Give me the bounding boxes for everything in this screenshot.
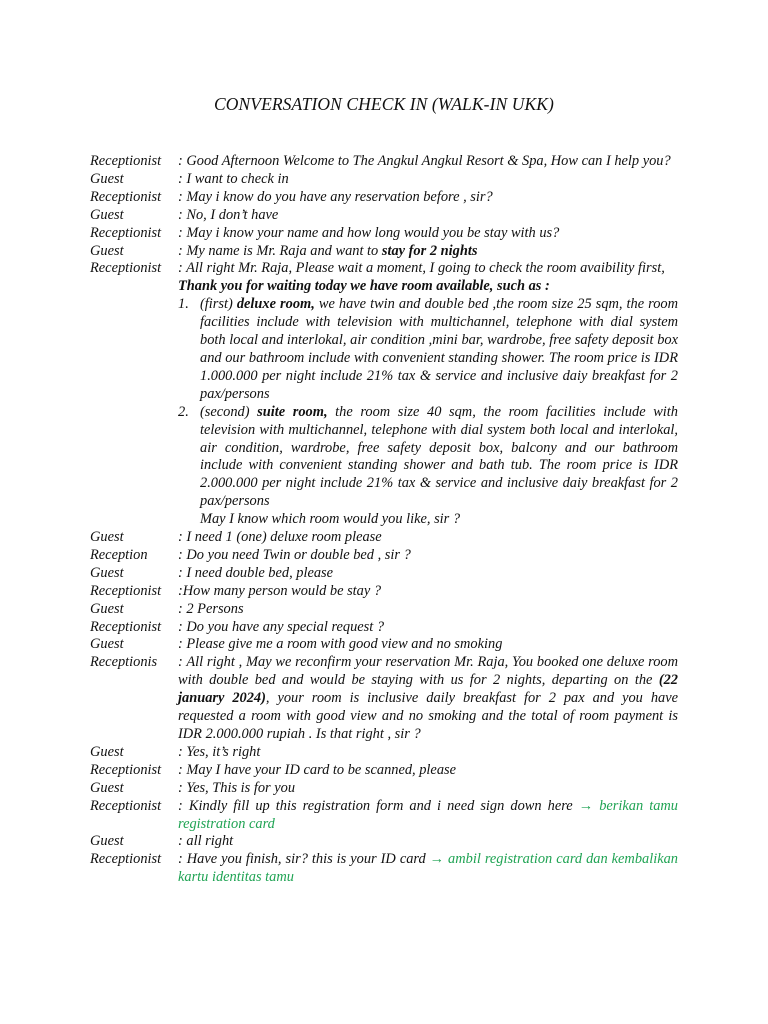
- dialog-line: [90, 619, 678, 637]
- dialog-line: [90, 744, 678, 762]
- room-option-description: the room size 40 sqm, the room facilities include with television with multichannel, telephone with dial system both local and interlokal, air condition, wardrobe, free safety deposit box, balcony and our bathroom include with convenient standing shower and bath tub. The room price is IDR 2.000.000 per night include 21% tax & service and inclusive daiy breakfast for 2 pax/persons: [200, 403, 678, 510]
- speaker-label: Receptionist: [90, 851, 162, 868]
- dialog-text: [178, 243, 678, 261]
- room-question: May I know which room would you like, sir ?: [200, 511, 461, 528]
- room-option-item: [178, 296, 678, 403]
- speaker-label: Receptionist: [90, 582, 162, 599]
- room-options-list: [178, 296, 678, 511]
- dialog-line: [90, 547, 678, 565]
- dialog-line: [90, 654, 678, 744]
- room-options-heading: Thank you for waiting today we have room available, such as :: [178, 278, 550, 295]
- speaker-label: Guest: [90, 833, 124, 850]
- dialog-text: [178, 654, 678, 744]
- dialog-text: : Please give me a room with good view and no smoking: [178, 636, 503, 653]
- dialog-text: [178, 798, 678, 834]
- dialog-text: : all right: [178, 833, 234, 850]
- arrow-right-icon: →: [429, 851, 445, 868]
- dialog-line: [90, 260, 678, 278]
- list-number: 1.: [178, 296, 189, 313]
- speaker-label: Receptionist: [90, 224, 162, 241]
- room-option-text: [200, 404, 678, 511]
- speaker-label: Receptionist: [90, 260, 162, 277]
- speaker-label: Receptionist: [90, 618, 162, 635]
- dialog-line: [90, 762, 678, 780]
- instruction-note: berikan tamu registration card: [178, 797, 679, 832]
- dialog-text-part: , your room is inclusive daily breakfast for 2 pax and you have requested a room with good view and no smoking and the total of room payment is IDR 2.000.000 rupiah . Is that right , sir ?: [178, 690, 678, 742]
- room-option-description: we have twin and double bed ,the room size 25 sqm, the room facilities include with television with multichannel, telephone with dial system both local and interlokal, air condition ,mini bar, wardrobe, free safety deposit box and our bathroom include with convenient standing shower. The room price is IDR 1.000.000 per night include 21% tax & service and inclusive daiy breakfast for 2 pax/persons: [200, 296, 679, 402]
- dialog-text-part: : All right , May we reconfirm your reservation Mr. Raja, You booked one deluxe room with double bed and would be staying with us for 2 nights, departing on the: [178, 654, 678, 689]
- dialog-line: [90, 583, 678, 601]
- dialog-line: [90, 529, 678, 547]
- list-number: 2.: [178, 403, 189, 420]
- dialog-text-part: : Kindly fill up this registration form and i need sign down here: [178, 797, 579, 814]
- arrow-right-icon: →: [578, 797, 594, 814]
- dialog-text: : 2 Persons: [178, 600, 244, 617]
- dialog-text: : I need 1 (one) deluxe room please: [178, 529, 382, 546]
- speaker-label: Guest: [90, 564, 124, 581]
- dialog-line: [90, 851, 678, 887]
- dialog-text: : I want to check in: [178, 170, 289, 187]
- dialog-line: [90, 601, 678, 619]
- dialog-line: [90, 207, 678, 225]
- dialog-line: [90, 189, 678, 207]
- speaker-label: Guest: [90, 242, 124, 259]
- dialog-text: :How many person would be stay ?: [178, 582, 382, 599]
- speaker-label: Receptionist: [90, 153, 162, 169]
- page-title: CONVERSATION CHECK IN (WALK-IN UKK): [214, 94, 554, 114]
- dialog-text: : I need double bed, please: [178, 564, 334, 581]
- speaker-label: Guest: [90, 206, 124, 223]
- speaker-label: Guest: [90, 170, 124, 187]
- room-option-prefix: (second): [200, 403, 258, 420]
- speaker-label: Receptionis: [90, 654, 158, 671]
- speaker-label: Receptionist: [90, 797, 162, 814]
- room-option-item: [178, 404, 678, 511]
- speaker-label: Receptionist: [90, 188, 162, 205]
- dialog-line: [90, 565, 678, 583]
- dialog-text: : No, I don’t have: [178, 206, 279, 223]
- dialog-text-bold: (22 january 2024): [178, 672, 678, 707]
- dialog-text-bold: stay for 2 nights: [381, 242, 478, 259]
- room-type-name: deluxe room,: [236, 296, 315, 313]
- dialog-line: [90, 636, 678, 654]
- dialog-text: : Do you need Twin or double bed , sir ?: [178, 546, 411, 563]
- dialog-line: [90, 225, 678, 243]
- speaker-label: Guest: [90, 600, 124, 617]
- room-option-prefix: (first): [200, 296, 237, 313]
- dialog-text: [178, 851, 678, 887]
- dialog-line: [90, 243, 678, 261]
- instruction-note: ambil registration card dan kembalikan kartu identitas tamu: [178, 851, 678, 886]
- dialog-text: : Good Afternoon Welcome to The Angkul Angkul Resort & Spa, How can I help you?: [178, 153, 671, 169]
- dialog-text: : May I have your ID card to be scanned, please: [178, 761, 456, 778]
- dialog-line: [90, 780, 678, 798]
- speaker-label: Guest: [90, 779, 124, 796]
- conversation-dialog: [90, 153, 678, 887]
- room-type-name: suite room,: [257, 403, 328, 420]
- dialog-line: [90, 833, 678, 851]
- dialog-text: : Do you have any special request ?: [178, 618, 385, 635]
- dialog-text: : May i know your name and how long would you be stay with us?: [178, 224, 560, 241]
- speaker-label: Guest: [90, 743, 124, 760]
- room-option-text: [200, 296, 678, 403]
- room-options-block: [178, 278, 678, 529]
- speaker-label: Guest: [90, 529, 124, 546]
- speaker-label: Receptionist: [90, 761, 162, 778]
- dialog-line: [90, 153, 678, 171]
- dialog-text: : Yes, This is for you: [178, 779, 296, 796]
- speaker-label: Guest: [90, 636, 124, 653]
- dialog-text-part: : Have you finish, sir? this is your ID card: [178, 851, 430, 868]
- speaker-label: Reception: [90, 546, 148, 563]
- dialog-line: [90, 798, 678, 834]
- dialog-line: [90, 171, 678, 189]
- dialog-text: : All right Mr. Raja, Please wait a moment, I going to check the room avaibility first,: [178, 260, 665, 277]
- dialog-text-part: : My name is Mr. Raja and want to: [178, 242, 382, 259]
- dialog-text: : Yes, it’s right: [178, 743, 261, 760]
- dialog-text: : May i know do you have any reservation before , sir?: [178, 188, 493, 205]
